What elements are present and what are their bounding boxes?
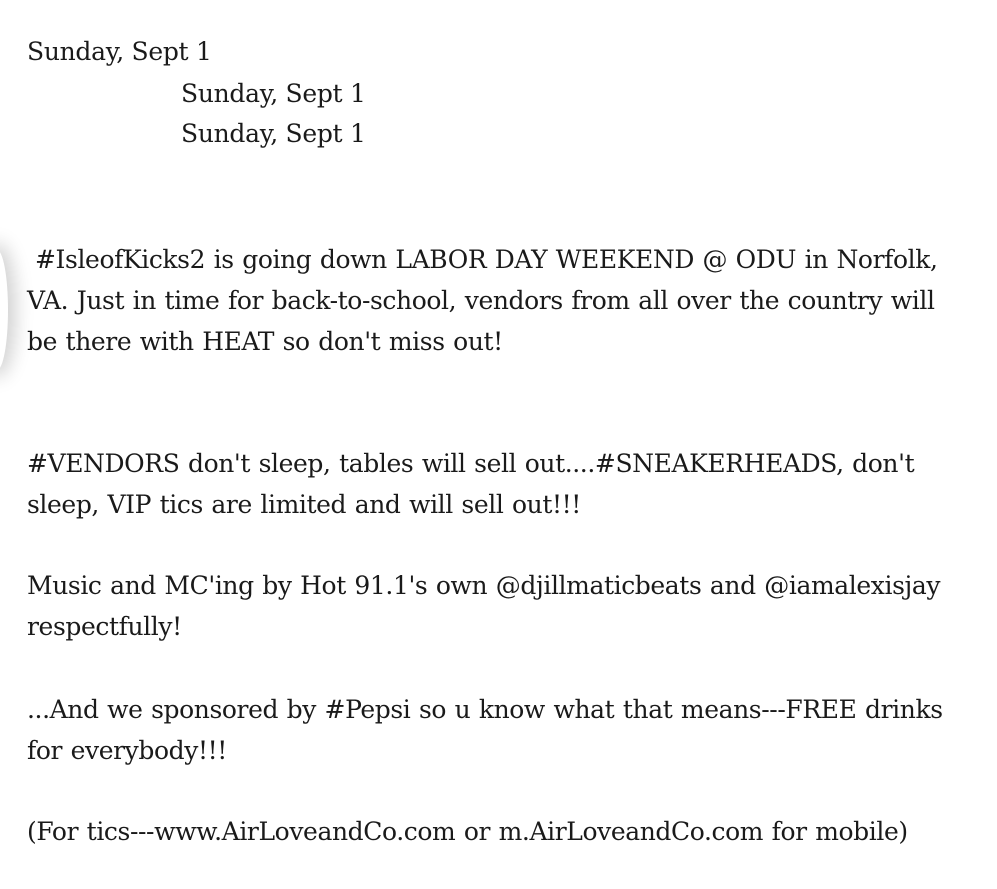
music-paragraph: Music and MC'ing by Hot 91.1's own @djillmaticbeats and @iamalexisjay respectfully! bbox=[27, 571, 941, 641]
page-edge-shadow bbox=[0, 250, 8, 370]
vendors-paragraph: #VENDORS don't sleep, tables will sell out....#SNEAKERHEADS, don't sleep, VIP tics are limited and will sell out!!! bbox=[27, 449, 915, 519]
event-date: Sunday, Sept 1 bbox=[181, 119, 366, 148]
sponsor-paragraph: ...And we sponsored by #Pepsi so u know what that means---FREE drinks for everybody!!! bbox=[27, 695, 943, 765]
tickets-paragraph: (For tics---www.AirLoveandCo.com or m.AirLoveandCo.com for mobile) bbox=[27, 817, 908, 846]
event-date: Sunday, Sept 1 bbox=[181, 79, 366, 108]
intro-paragraph: #IsleofKicks2 is going down LABOR DAY WEEKEND @ ODU in Norfolk, VA. Just in time for back-to-school, vendors from all over the country will be there with HEAT so don't miss out! bbox=[27, 245, 938, 356]
event-date: Sunday, Sept 1 bbox=[27, 37, 212, 66]
